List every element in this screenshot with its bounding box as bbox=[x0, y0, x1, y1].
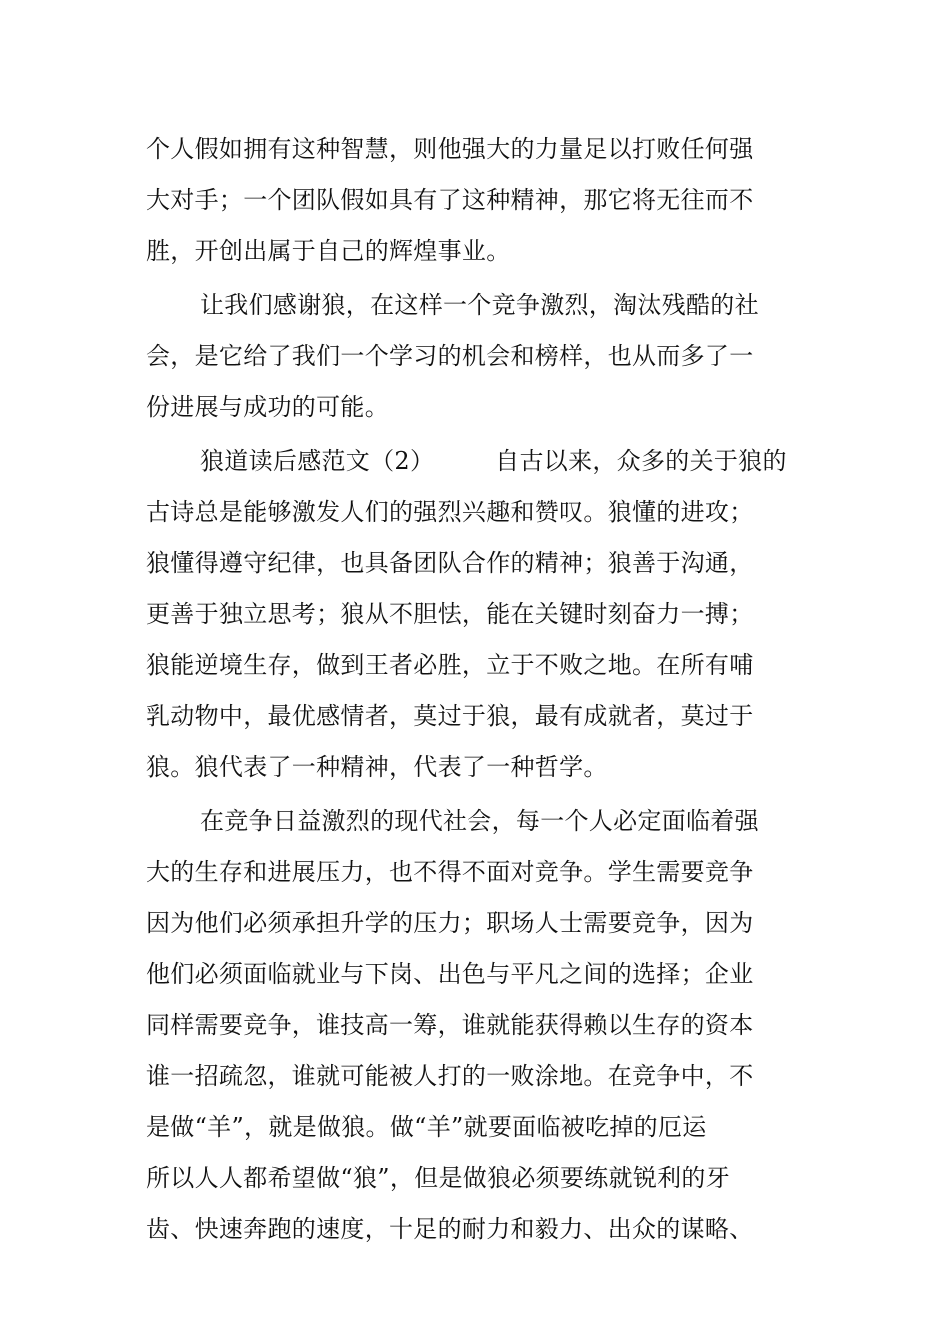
text-line: 在竞争日益激烈的现代社会，每一个人必定面临着强 bbox=[200, 807, 759, 835]
text-line: 胜，开创出属于自己的辉煌事业。 bbox=[146, 237, 511, 265]
text-line: 大的生存和进展压力，也不得不面对竞争。学生需要竞争 bbox=[146, 858, 754, 886]
text-line: 因为他们必须承担升学的压力；职场人士需要竞争，因为 bbox=[146, 909, 754, 937]
document-body bbox=[146, 124, 806, 1255]
text-line: 更善于独立思考；狼从不胆怯，能在关键时刻奋力一搏； bbox=[146, 600, 754, 628]
text-line: 狼。狼代表了一种精神，代表了一种哲学。 bbox=[146, 753, 608, 781]
text-line: 谁一招疏忽，谁就可能被人打的一败涂地。在竞争中，不 bbox=[146, 1062, 754, 1090]
text-line: 让我们感谢狼，在这样一个竞争激烈，淘汰残酷的社 bbox=[200, 291, 759, 319]
section-heading-line: 狼道读后感范文（2） 自古以来，众多的关于狼的 bbox=[200, 447, 787, 475]
text-line: 份进展与成功的可能。 bbox=[146, 393, 389, 421]
text-line: 是做“羊”，就是做狼。做“羊”就要面临被吃掉的厄运 bbox=[146, 1113, 707, 1141]
text-line: 乳动物中，最优感情者，莫过于狼，最有成就者，莫过于 bbox=[146, 702, 754, 730]
text-line: 狼能逆境生存，做到王者必胜，立于不败之地。在所有哺 bbox=[146, 651, 754, 679]
text-line: 大对手；一个团队假如具有了这种精神，那它将无往而不 bbox=[146, 186, 754, 214]
text-line: 所以人人都希望做“狼”，但是做狼必须要练就锐利的牙 bbox=[146, 1164, 731, 1192]
text-line: 他们必须面临就业与下岗、出色与平凡之间的选择；企业 bbox=[146, 960, 754, 988]
text-line: 个人假如拥有这种智慧，则他强大的力量足以打败任何强 bbox=[146, 135, 754, 163]
text-line: 齿、快速奔跑的速度，十足的耐力和毅力、出众的谋略、 bbox=[146, 1215, 754, 1243]
text-line: 狼懂得遵守纪律，也具备团队合作的精神；狼善于沟通， bbox=[146, 549, 754, 577]
text-line: 会，是它给了我们一个学习的机会和榜样，也从而多了一 bbox=[146, 342, 754, 370]
text-line: 同样需要竞争，谁技高一筹，谁就能获得赖以生存的资本 bbox=[146, 1011, 754, 1039]
text-line: 古诗总是能够激发人们的强烈兴趣和赞叹。狼懂的进攻； bbox=[146, 498, 754, 526]
